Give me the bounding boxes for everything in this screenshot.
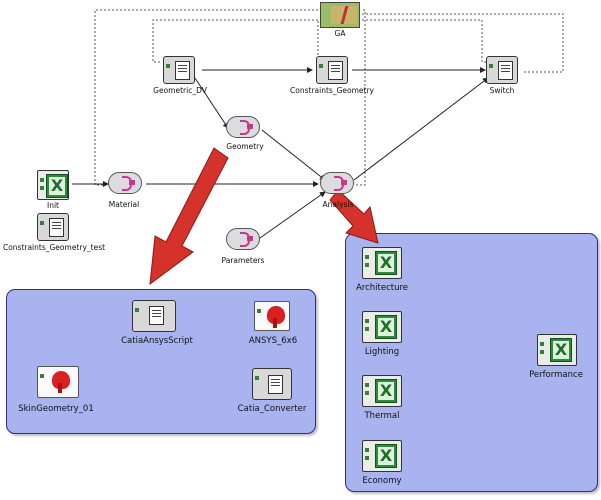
excel-icon — [362, 440, 402, 472]
node-label: Constraints_Geometry_test — [2, 243, 106, 252]
analysis-callout-arrow — [330, 190, 378, 243]
node-label: Parameters — [221, 256, 265, 265]
excel-icon — [362, 247, 402, 279]
excel-icon — [537, 334, 577, 366]
script-icon — [316, 56, 348, 84]
node-label: Economy — [362, 476, 402, 486]
merge-icon — [320, 172, 354, 194]
node-label: Architecture — [355, 283, 409, 293]
node-label: Switch — [489, 86, 515, 95]
ga-icon — [320, 2, 360, 28]
script-icon — [37, 213, 69, 241]
node-label: Geometry — [226, 142, 264, 151]
node-label: GA — [334, 29, 346, 38]
node-label: SkinGeometry_01 — [18, 404, 94, 414]
ansys-icon — [254, 301, 290, 331]
excel-icon — [362, 311, 402, 343]
script-icon — [132, 300, 176, 332]
merge-icon — [226, 228, 260, 250]
excel-icon — [37, 170, 69, 200]
excel-icon — [362, 375, 402, 407]
node-label: CatiaAnsysScript — [121, 336, 193, 346]
node-label: Analysis — [322, 200, 354, 209]
script-icon — [252, 368, 292, 400]
node-label: Thermal — [364, 411, 400, 421]
ansys-icon — [37, 366, 79, 398]
node-label: Material — [108, 200, 140, 209]
node-label: Catia_Converter — [237, 404, 307, 414]
merge-icon — [226, 116, 260, 138]
geometry-callout-arrow — [150, 148, 228, 284]
node-label: Init — [47, 201, 59, 210]
script-icon — [486, 56, 518, 84]
script-icon — [163, 56, 195, 84]
node-label: Constraints_Geometry — [290, 86, 374, 95]
node-label: ANSYS_6x6 — [248, 336, 298, 346]
merge-icon — [108, 172, 142, 194]
node-label: Lighting — [364, 347, 400, 357]
node-label: Geometric_DV — [153, 86, 207, 95]
node-label: Performance — [529, 370, 583, 380]
